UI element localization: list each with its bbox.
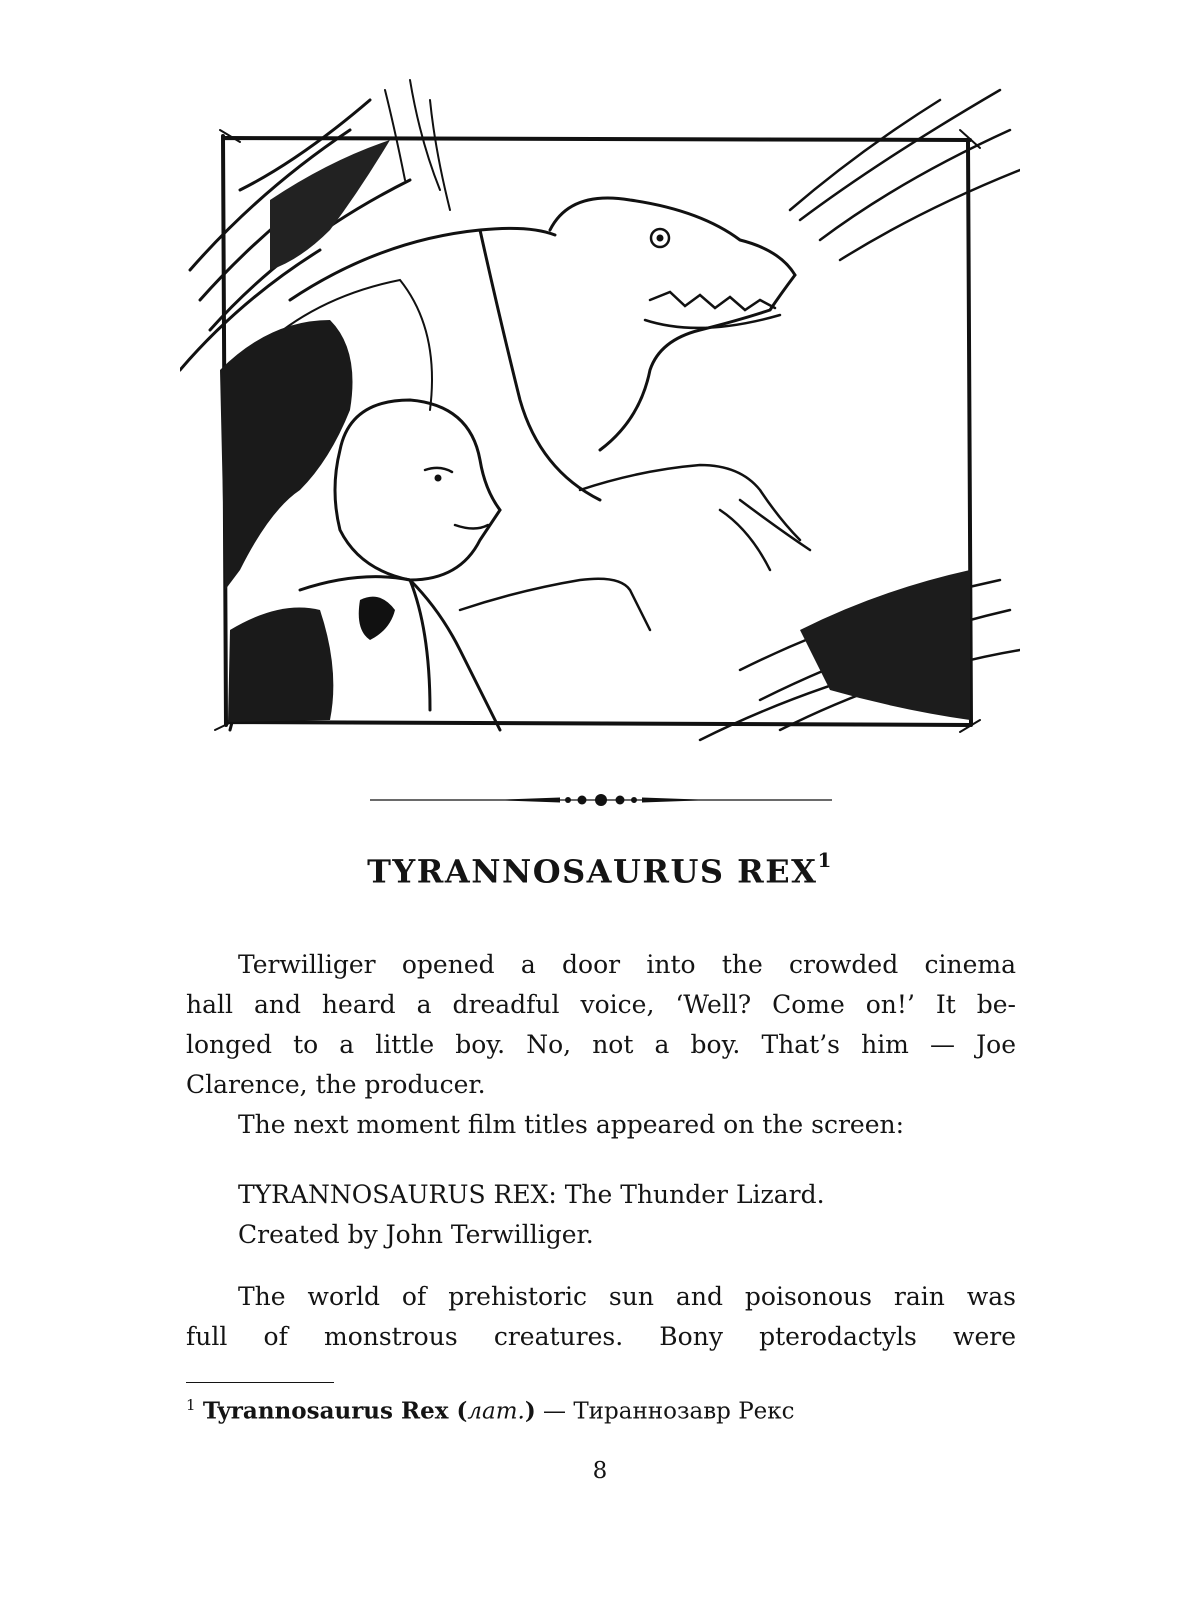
tyrannosaurus-illustration (180, 70, 1020, 750)
film-credit-line: Created by John Terwilliger. (238, 1220, 594, 1249)
chapter-title (0, 848, 1200, 891)
footnote-marker: 1 (186, 1396, 196, 1414)
page-number: 8 (592, 1458, 608, 1484)
film-title-line: TYRANNOSAURUS REX: The Thunder Lizard. (238, 1180, 825, 1209)
footnote-rule (186, 1382, 334, 1383)
footnote (186, 1396, 795, 1425)
footnote-term: Tyrannosaurus Rex (202, 1397, 449, 1425)
text-line: The world of prehistoric sun and poisonous rain was (238, 1282, 1016, 1311)
ornamental-divider (370, 790, 832, 810)
body-paragraph-1 (186, 945, 1016, 1145)
footnote-language: лат. (467, 1398, 525, 1425)
footnote-translation: — Тираннозавр Рекс (535, 1398, 795, 1425)
text-line: full of monstrous creatures. Bony pterodactyls were (186, 1322, 1016, 1351)
chapter-title-text: TYRANNOSAURUS REX (367, 852, 818, 891)
text-line: Clarence, the producer. (186, 1070, 486, 1099)
text-line: longed to a little boy. No, not a boy. That’s him — Joe (186, 1030, 1016, 1059)
body-paragraph-3 (186, 1277, 1016, 1357)
text-line: hall and heard a dreadful voice, ‘Well? Come on!’ It be- (186, 990, 1016, 1019)
footnote-close-paren: ) (524, 1397, 536, 1425)
body-paragraph-2: The next moment film titles appeared on the screen: (238, 1110, 905, 1139)
footnote-open-paren: ( (448, 1397, 468, 1425)
text-line: Terwilliger opened a door into the crowded cinema (238, 950, 1016, 979)
footnote-reference[interactable]: 1 (817, 848, 833, 872)
film-titles (186, 1175, 1016, 1255)
